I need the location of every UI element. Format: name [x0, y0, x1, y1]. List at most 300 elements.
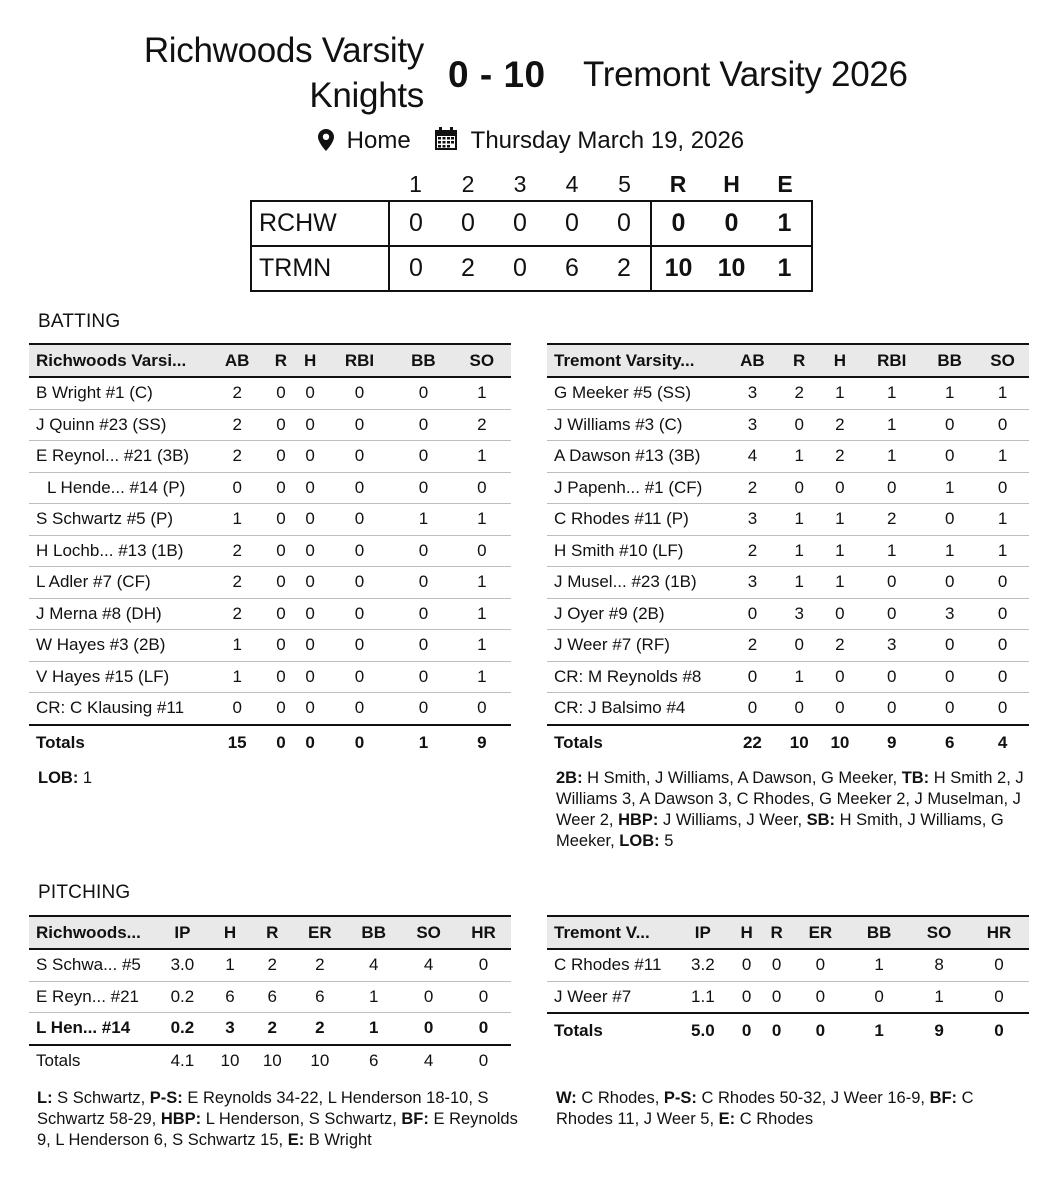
stat-cell: 0	[401, 981, 456, 1013]
stat-column-header: ER	[293, 916, 346, 949]
stat-cell: 1	[820, 567, 861, 599]
stat-cell: 0	[453, 472, 511, 504]
stat-column-header: AB	[208, 344, 266, 377]
player-row	[547, 377, 1029, 409]
team-column-header: Tremont V...	[547, 916, 674, 949]
player-name: L Hende... #14 (P)	[29, 472, 208, 504]
player-name: L Hen... #14	[29, 1013, 156, 1045]
stat-column-header: BB	[923, 344, 976, 377]
player-row	[29, 377, 511, 409]
player-name: E Reyn... #21	[29, 981, 156, 1013]
note-text: C Rhodes,	[576, 1089, 664, 1107]
totals-row	[29, 725, 511, 760]
stat-cell: 0	[325, 630, 395, 662]
player-row	[29, 504, 511, 536]
stat-cell: 0.2	[156, 1013, 209, 1045]
game-location	[318, 124, 411, 158]
stat-cell: 0	[401, 1013, 456, 1045]
stat-cell: 0	[296, 504, 325, 536]
linescore-row-home	[251, 201, 812, 246]
stat-cell: 0	[976, 693, 1029, 725]
stat-cell: 0	[325, 504, 395, 536]
stat-cell: 0	[394, 409, 452, 441]
total-cell: 10	[209, 1045, 251, 1077]
stat-cell: 2	[293, 949, 346, 981]
stat-cell: 0	[296, 472, 325, 504]
location-text: Home	[346, 127, 411, 154]
stat-cell: 0	[266, 535, 295, 567]
player-row	[29, 693, 511, 725]
stat-cell: 0	[456, 1013, 511, 1045]
stat-cell: 0	[394, 630, 452, 662]
pitching-header-row	[547, 916, 1029, 949]
stat-cell: 1	[453, 504, 511, 536]
player-row	[29, 949, 511, 981]
stat-cell: 1	[453, 661, 511, 693]
stat-cell: 0	[792, 949, 850, 981]
note-text: L Henderson, S Schwartz,	[201, 1110, 402, 1128]
stat-cell: 0	[394, 693, 452, 725]
total-cell: 6	[923, 725, 976, 760]
player-name: G Meeker #5 (SS)	[547, 377, 726, 409]
total-cell: 1	[394, 725, 452, 760]
player-row	[547, 472, 1029, 504]
player-name: H Lochb... #13 (1B)	[29, 535, 208, 567]
stat-column-header: BB	[394, 344, 452, 377]
note-text: S Schwartz,	[52, 1089, 150, 1107]
player-row	[29, 441, 511, 473]
pitching-notes-home	[37, 1088, 519, 1151]
note-text: 1	[82, 769, 93, 787]
player-name: V Hayes #15 (LF)	[29, 661, 208, 693]
inning-score: 0	[598, 201, 651, 246]
stat-cell: 0	[792, 981, 850, 1013]
note-label: P-S:	[663, 1089, 697, 1107]
stat-cell: 0	[732, 949, 762, 981]
stat-cell: 1	[860, 441, 923, 473]
note-label: P-S:	[149, 1089, 183, 1107]
total-cell: 22	[726, 725, 779, 760]
note-text: H Smith, J Williams, G Meeker,	[556, 811, 1004, 850]
inning-header: 1	[409, 170, 422, 197]
team-column-header: Richwoods Varsi...	[29, 344, 208, 377]
stat-cell: 0	[266, 661, 295, 693]
stat-cell: 1	[453, 567, 511, 599]
home-team-name-line2: Knights	[309, 76, 424, 115]
stat-cell: 0	[923, 409, 976, 441]
player-name: S Schwa... #5	[29, 949, 156, 981]
inning-header: 2	[461, 170, 475, 197]
total-cell: 10	[293, 1045, 346, 1077]
stat-column-header: HR	[969, 916, 1029, 949]
note-label: LOB:	[38, 769, 79, 787]
player-name: J Williams #3 (C)	[547, 409, 726, 441]
stat-cell: 0	[296, 567, 325, 599]
stat-cell: 0	[266, 504, 295, 536]
stat-cell: 4	[401, 949, 456, 981]
note-label: L:	[37, 1089, 53, 1107]
player-row	[547, 504, 1029, 536]
stat-cell: 1	[923, 535, 976, 567]
stat-cell: 0	[296, 441, 325, 473]
stat-cell: 1	[453, 441, 511, 473]
stat-cell: 2	[820, 630, 861, 662]
player-row	[29, 567, 511, 599]
stat-cell: 0	[849, 981, 909, 1013]
stat-cell: 2	[208, 598, 266, 630]
player-name: CR: M Reynolds #8	[547, 661, 726, 693]
stat-cell: 2	[820, 441, 861, 473]
total-cell: 10	[779, 725, 820, 760]
stat-column-header: BB	[346, 916, 401, 949]
stat-cell: 0	[820, 693, 861, 725]
total-cell: 0	[266, 725, 295, 760]
stat-cell: 0	[860, 661, 923, 693]
stat-cell: 0	[860, 598, 923, 630]
stat-cell: 8	[909, 949, 969, 981]
stat-cell: 2	[779, 377, 820, 409]
note-label: E:	[718, 1110, 736, 1128]
stat-column-header: R	[762, 916, 792, 949]
total-cell: 4	[401, 1045, 456, 1077]
note-text: E Reynolds 34-22, L Henderson 18-10, S Schwartz 58-29,	[37, 1089, 489, 1128]
note-label: 2B:	[556, 769, 583, 787]
stat-cell: 1	[346, 981, 401, 1013]
stat-cell: 0	[976, 567, 1029, 599]
stat-cell: 2	[293, 1013, 346, 1045]
player-row	[29, 1013, 511, 1045]
stat-column-header: ER	[792, 916, 850, 949]
stat-cell: 0	[325, 535, 395, 567]
stat-cell: 0	[860, 472, 923, 504]
stat-cell: 0	[296, 693, 325, 725]
player-row	[29, 630, 511, 662]
stat-column-header: RBI	[325, 344, 395, 377]
player-row	[547, 409, 1029, 441]
stat-cell: 0	[923, 504, 976, 536]
stat-cell: 0	[779, 693, 820, 725]
stat-cell: 1	[779, 535, 820, 567]
stat-cell: 0	[762, 981, 792, 1013]
stat-cell: 0	[325, 567, 395, 599]
total-cell: 4	[976, 725, 1029, 760]
date-text: Thursday March 19, 2026	[470, 127, 745, 154]
stat-column-header: IP	[674, 916, 732, 949]
stat-cell: 0	[325, 409, 395, 441]
stat-cell: 1	[860, 409, 923, 441]
linescore-header-blank	[251, 168, 389, 201]
stat-column-header: SO	[453, 344, 511, 377]
player-row	[547, 949, 1029, 981]
errors-header: E	[777, 170, 793, 197]
player-name: CR: C Klausing #11	[29, 693, 208, 725]
stat-column-header: IP	[156, 916, 209, 949]
totals-row	[547, 1013, 1029, 1048]
total-cell: 1	[849, 1013, 909, 1048]
stat-cell: 0	[923, 630, 976, 662]
note-text: C Rhodes 11, J Weer 5,	[556, 1089, 974, 1128]
inning-score: 0	[389, 246, 442, 291]
runs-total: 0	[651, 201, 705, 246]
note-label: LOB:	[619, 832, 660, 850]
stat-cell: 0	[325, 472, 395, 504]
total-cell: 0	[732, 1013, 762, 1048]
stat-cell: 0	[266, 377, 295, 409]
stat-cell: 1	[820, 377, 861, 409]
stat-cell: 0	[325, 693, 395, 725]
note-text: H Smith 2, J Williams 3, A Dawson 3, C Rhodes, G Meeker 2, J Muselman, J Weer 2,	[556, 769, 1024, 829]
stat-cell: 0	[779, 472, 820, 504]
stat-cell: 1.1	[674, 981, 732, 1013]
total-cell: 6	[346, 1045, 401, 1077]
map-pin-icon	[318, 129, 334, 151]
inning-score: 0	[389, 201, 442, 246]
player-row	[29, 409, 511, 441]
stat-cell: 2	[251, 1013, 293, 1045]
stat-cell: 0	[296, 661, 325, 693]
away-team-name: Tremont Varsity 2026	[583, 55, 908, 94]
stat-cell: 0	[820, 472, 861, 504]
player-name: S Schwartz #5 (P)	[29, 504, 208, 536]
batting-header-row	[547, 344, 1029, 377]
player-name: W Hayes #3 (2B)	[29, 630, 208, 662]
stat-cell: 0	[923, 661, 976, 693]
stat-cell: 2	[820, 409, 861, 441]
player-row	[547, 630, 1029, 662]
batting-notes-away	[556, 768, 1030, 852]
stat-cell: 1	[909, 981, 969, 1013]
totals-label: Totals	[29, 725, 208, 760]
stat-cell: 0	[453, 693, 511, 725]
stat-cell: 1	[860, 377, 923, 409]
total-cell: 10	[251, 1045, 293, 1077]
player-row	[547, 693, 1029, 725]
stat-cell: 1	[779, 661, 820, 693]
stat-cell: 2	[453, 409, 511, 441]
stat-cell: 1	[453, 598, 511, 630]
stat-column-header: R	[779, 344, 820, 377]
stat-column-header: R	[251, 916, 293, 949]
player-name: C Rhodes #11 (P)	[547, 504, 726, 536]
stat-cell: 0	[820, 598, 861, 630]
stat-cell: 0	[726, 661, 779, 693]
total-cell: 0	[969, 1013, 1029, 1048]
stat-cell: 0	[296, 630, 325, 662]
player-name: B Wright #1 (C)	[29, 377, 208, 409]
inning-score: 0	[442, 201, 494, 246]
stat-cell: 0	[296, 598, 325, 630]
team-column-header: Tremont Varsity...	[547, 344, 726, 377]
stat-cell: 1	[976, 535, 1029, 567]
pitching-notes-away	[556, 1088, 1030, 1130]
stat-cell: 0	[266, 472, 295, 504]
note-text: B Wright	[304, 1131, 372, 1149]
stat-column-header: H	[296, 344, 325, 377]
note-text: H Smith, J Williams, A Dawson, G Meeker,	[582, 769, 902, 787]
stat-cell: 2	[726, 630, 779, 662]
hits-total: 10	[705, 246, 758, 291]
total-cell: 0	[792, 1013, 850, 1048]
stat-cell: 0	[976, 409, 1029, 441]
stat-cell: 4	[726, 441, 779, 473]
stat-column-header: SO	[401, 916, 456, 949]
stat-column-header: H	[820, 344, 861, 377]
hits-header: H	[723, 170, 740, 197]
stat-column-header: SO	[909, 916, 969, 949]
inning-score: 0	[494, 201, 546, 246]
stat-cell: 0	[923, 567, 976, 599]
player-name: E Reynol... #21 (3B)	[29, 441, 208, 473]
stat-cell: 1	[779, 567, 820, 599]
stat-cell: 0	[394, 535, 452, 567]
stat-cell: 0	[208, 472, 266, 504]
stat-cell: 3	[779, 598, 820, 630]
batting-table-home	[29, 343, 511, 760]
stat-cell: 0	[820, 661, 861, 693]
stat-cell: 1	[208, 661, 266, 693]
player-name: H Smith #10 (LF)	[547, 535, 726, 567]
stat-cell: 1	[346, 1013, 401, 1045]
stat-cell: 0	[762, 949, 792, 981]
player-row	[547, 441, 1029, 473]
stat-column-header: H	[209, 916, 251, 949]
total-cell: 0	[762, 1013, 792, 1048]
stat-cell: 1	[820, 504, 861, 536]
stat-cell: 1	[779, 504, 820, 536]
total-cell: 0	[325, 725, 395, 760]
note-label: HBP:	[160, 1110, 202, 1128]
player-row	[547, 535, 1029, 567]
stat-cell: 2	[860, 504, 923, 536]
stat-cell: 3.2	[674, 949, 732, 981]
stat-cell: 0	[208, 693, 266, 725]
home-team-name-line1: Richwoods Varsity	[143, 31, 424, 70]
player-row	[29, 661, 511, 693]
stat-cell: 1	[976, 441, 1029, 473]
stat-cell: 3	[923, 598, 976, 630]
totals-label: Totals	[547, 1013, 674, 1048]
stat-cell: 3.0	[156, 949, 209, 981]
stat-cell: 0	[266, 630, 295, 662]
stat-cell: 3	[860, 630, 923, 662]
stat-cell: 0	[266, 598, 295, 630]
linescore-team: TRMN	[251, 246, 389, 291]
total-cell: 4.1	[156, 1045, 209, 1077]
stat-cell: 2	[251, 949, 293, 981]
player-name: L Adler #7 (CF)	[29, 567, 208, 599]
stat-cell: 0	[732, 981, 762, 1013]
stat-cell: 3	[726, 409, 779, 441]
stat-cell: 1	[453, 630, 511, 662]
stat-cell: 2	[208, 409, 266, 441]
stat-cell: 0	[976, 630, 1029, 662]
total-cell: 5.0	[674, 1013, 732, 1048]
stat-cell: 0	[394, 377, 452, 409]
pitching-header-row	[29, 916, 511, 949]
inning-score: 0	[494, 246, 546, 291]
stat-cell: 0	[394, 441, 452, 473]
stat-cell: 1	[849, 949, 909, 981]
inning-score: 2	[598, 246, 651, 291]
total-cell: 0	[456, 1045, 511, 1077]
stat-cell: 1	[453, 377, 511, 409]
stat-cell: 0	[394, 472, 452, 504]
stat-cell: 0	[266, 441, 295, 473]
stat-cell: 0	[325, 377, 395, 409]
stat-cell: 0	[779, 409, 820, 441]
stat-cell: 1	[779, 441, 820, 473]
inning-header: 3	[513, 170, 527, 197]
team-column-header: Richwoods...	[29, 916, 156, 949]
player-row	[29, 535, 511, 567]
batting-header-row	[29, 344, 511, 377]
note-label: W:	[556, 1089, 577, 1107]
stat-cell: 4	[346, 949, 401, 981]
stat-cell: 0	[923, 693, 976, 725]
stat-cell: 0	[394, 598, 452, 630]
stat-cell: 3	[209, 1013, 251, 1045]
stat-cell: 0	[976, 661, 1029, 693]
batting-table-away	[547, 343, 1029, 760]
pitching-table-home	[29, 915, 511, 1076]
player-name: A Dawson #13 (3B)	[547, 441, 726, 473]
stat-cell: 1	[208, 630, 266, 662]
stat-cell: 0	[779, 630, 820, 662]
stat-cell: 6	[209, 981, 251, 1013]
note-text: C Rhodes	[735, 1110, 814, 1128]
player-name: J Quinn #23 (SS)	[29, 409, 208, 441]
stat-cell: 0	[923, 441, 976, 473]
stat-cell: 0	[296, 377, 325, 409]
note-label: TB:	[901, 769, 930, 787]
player-name: J Musel... #23 (1B)	[547, 567, 726, 599]
stat-cell: 0	[969, 981, 1029, 1013]
final-score: 0 - 10	[448, 54, 546, 95]
stat-cell: 1	[923, 377, 976, 409]
player-name: J Oyer #9 (2B)	[547, 598, 726, 630]
stat-cell: 0	[394, 661, 452, 693]
stat-column-header: H	[732, 916, 762, 949]
stat-cell: 0	[860, 567, 923, 599]
game-date	[434, 124, 744, 158]
stat-cell: 3	[726, 567, 779, 599]
stat-cell: 0	[325, 441, 395, 473]
stat-column-header: HR	[456, 916, 511, 949]
stat-cell: 6	[251, 981, 293, 1013]
stat-cell: 1	[976, 504, 1029, 536]
stat-cell: 1	[209, 949, 251, 981]
stat-cell: 0	[969, 949, 1029, 981]
inning-score: 6	[546, 246, 598, 291]
stat-cell: 0	[860, 693, 923, 725]
player-row	[29, 598, 511, 630]
stat-cell: 2	[208, 567, 266, 599]
note-label: HBP:	[618, 811, 659, 829]
inning-header: 5	[618, 170, 631, 197]
stat-column-header: SO	[976, 344, 1029, 377]
calendar-icon	[434, 127, 458, 151]
inning-header: 4	[565, 170, 579, 197]
stat-column-header: AB	[726, 344, 779, 377]
player-row	[29, 472, 511, 504]
totals-label: Totals	[29, 1045, 156, 1077]
stat-cell: 6	[293, 981, 346, 1013]
player-name: J Merna #8 (DH)	[29, 598, 208, 630]
stat-cell: 0	[726, 693, 779, 725]
note-text: 5	[659, 832, 674, 850]
stat-cell: 1	[394, 504, 452, 536]
player-row	[547, 598, 1029, 630]
